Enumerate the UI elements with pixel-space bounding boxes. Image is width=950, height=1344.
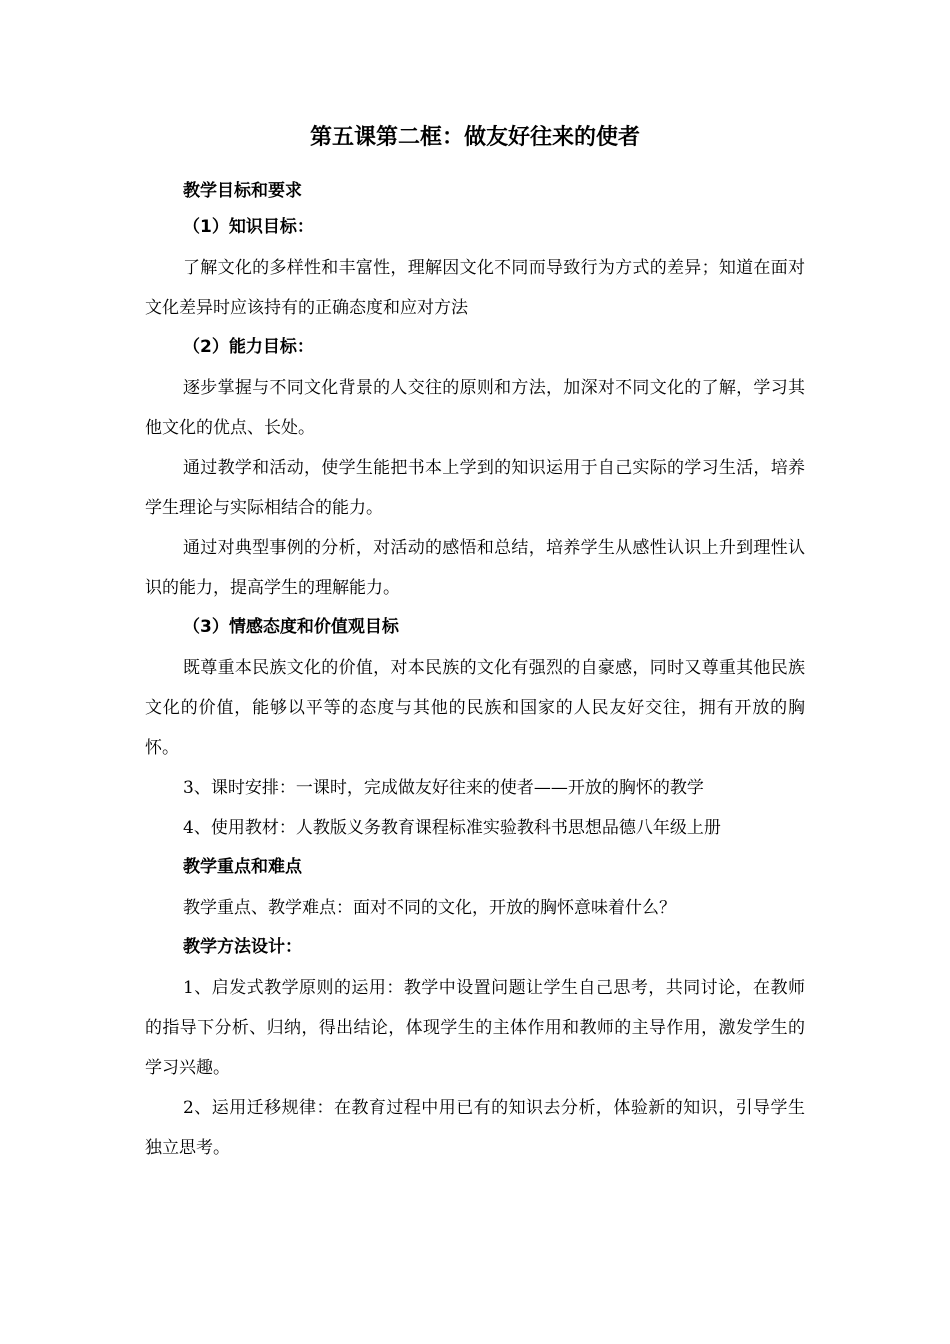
paragraph: 既尊重本民族文化的价值，对本民族的文化有强烈的自豪感，同时又尊重其他民族文化的价值，能够以平等的态度与其他的民族和国家的人民友好交往，拥有开放的胸怀。: [145, 658, 805, 758]
paragraph: 了解文化的多样性和丰富性，理解因文化不同而导致行为方式的差异；知道在面对文化差异时应该持有的正确态度和应对方法: [145, 258, 805, 318]
paragraph: 1、启发式教学原则的运用：教学中设置问题让学生自己思考，共同讨论，在教师的指导下分析、归纳，得出结论，体现学生的主体作用和教师的主导作用，激发学生的学习兴趣。: [145, 978, 805, 1078]
sub-heading-knowledge: （1）知识目标：: [183, 217, 314, 237]
paragraph: 通过对典型事例的分析，对活动的感悟和总结，培养学生从感性认识上升到理性认识的能力，提高学生的理解能力。: [145, 538, 805, 598]
document-title: 第五课第二框：做友好往来的使者: [309, 125, 640, 150]
paragraph: 教学重点、教学难点：面对不同的文化，开放的胸怀意味着什么？: [183, 898, 676, 918]
document-content: [145, 118, 805, 1168]
section-heading-methods: 教学方法设计：: [183, 937, 302, 957]
paragraph: 逐步掌握与不同文化背景的人交往的原则和方法，加深对不同文化的了解，学习其他文化的优点、长处。: [145, 378, 805, 438]
paragraph: 通过教学和活动，使学生能把书本上学到的知识运用于自己实际的学习生活，培养学生理论与实际相结合的能力。: [145, 458, 805, 518]
paragraph: 2、运用迁移规律：在教育过程中用已有的知识去分析，体验新的知识，引导学生独立思考。: [145, 1098, 805, 1158]
sub-heading-values: （3）情感态度和价值观目标: [183, 617, 399, 637]
paragraph: 3、课时安排：一课时，完成做友好往来的使者——开放的胸怀的教学: [183, 778, 704, 798]
paragraph: 4、使用教材：人教版义务教育课程标准实验教科书思想品德八年级上册: [183, 818, 721, 838]
section-heading-objectives: 教学目标和要求: [183, 181, 302, 201]
sub-heading-ability: （2）能力目标：: [183, 337, 314, 357]
section-heading-key-points: 教学重点和难点: [183, 857, 302, 877]
